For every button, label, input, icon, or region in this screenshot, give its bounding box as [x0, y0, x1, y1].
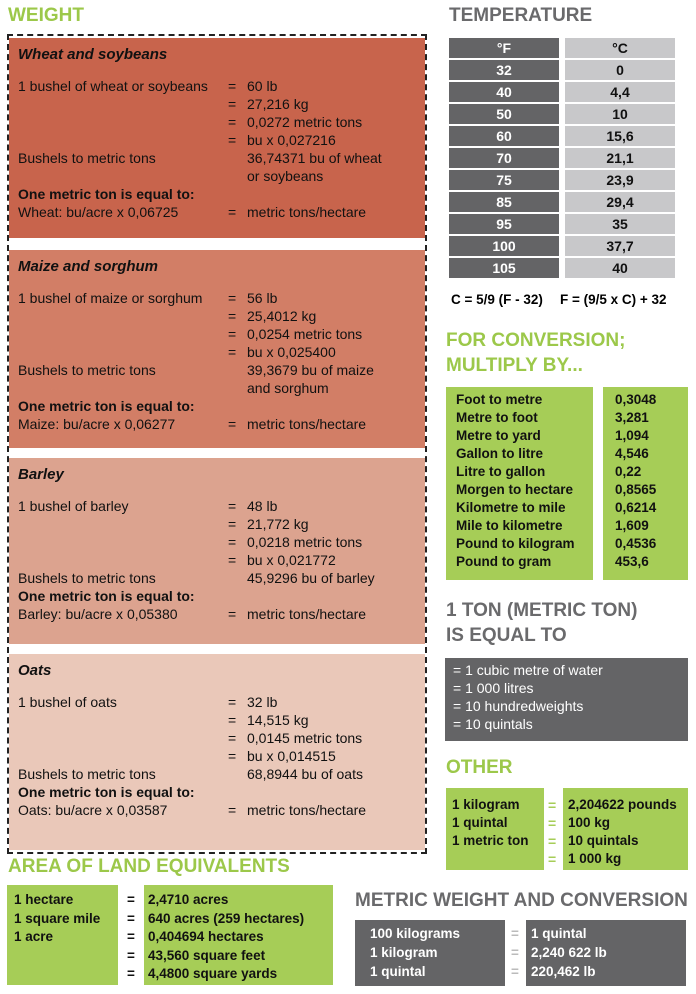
row-label: 1 bushel of barley — [18, 498, 129, 514]
row-label: Bushels to metric tons — [18, 766, 156, 782]
row-value: or soybeans — [247, 168, 324, 184]
area-value: 0,404694 hectares — [148, 929, 264, 944]
conversion-label: Gallon to litre — [456, 446, 544, 461]
area-label: 1 acre — [14, 929, 54, 944]
metric-value: 220,462 lb — [531, 964, 596, 979]
yield-label: Wheat: bu/acre x 0,06725 — [18, 204, 179, 220]
equals-sign: = — [548, 833, 557, 849]
celsius-value: 40 — [565, 258, 675, 278]
equals-sign: = — [228, 516, 237, 532]
yield-value: metric tons/hectare — [247, 204, 367, 220]
ton-item: = 10 hundredweights — [453, 698, 584, 714]
celsius-value: 15,6 — [565, 126, 675, 146]
equals-sign: = — [127, 947, 135, 963]
equals-sign: = — [228, 730, 237, 746]
equals-sign: = — [228, 326, 237, 342]
equals-sign: = — [228, 78, 237, 94]
equals-sign: = — [548, 815, 557, 831]
temperature-row — [449, 236, 675, 256]
area-value: 43,560 square feet — [148, 947, 266, 963]
fahrenheit-header: °F — [449, 38, 559, 58]
row-value: 0,0145 metric tons — [247, 730, 363, 746]
equals-sign: = — [228, 132, 237, 148]
other-value: 1 000 kg — [568, 851, 622, 866]
conversion-label: Kilometre to mile — [456, 500, 566, 515]
temperature-row — [449, 126, 675, 146]
equals-sign: = — [228, 96, 237, 112]
row-value: 32 lb — [247, 694, 278, 710]
equals-sign: = — [127, 966, 135, 981]
yield-label: Maize: bu/acre x 0,06277 — [18, 416, 176, 432]
row-value: 39,3679 bu of maize — [247, 362, 374, 378]
conversion-factor: 0,22 — [615, 464, 642, 479]
other-label: 1 quintal — [452, 815, 508, 830]
equals-sign: = — [511, 945, 519, 960]
ton-heading-1: 1 TON (METRIC TON) — [446, 600, 638, 621]
yield-value: metric tons/hectare — [247, 416, 367, 432]
conversion-factor: 0,3048 — [615, 392, 657, 407]
section-title: Wheat and soybeans — [18, 46, 168, 63]
section-title: Oats — [18, 662, 52, 679]
equals-sign: = — [127, 910, 135, 926]
conversion-label: Morgen to hectare — [456, 482, 574, 497]
row-label: 1 bushel of maize or sorghum — [18, 290, 203, 306]
fahrenheit-value: 70 — [449, 148, 559, 168]
conversion-factor: 0,8565 — [615, 482, 657, 497]
celsius-value: 21,1 — [565, 148, 675, 168]
metric-value: 2,240 622 lb — [531, 945, 607, 960]
metric-label: 1 kilogram — [370, 945, 438, 960]
equal-label: One metric ton is equal to: — [18, 588, 195, 604]
equals-sign: = — [228, 344, 237, 360]
temperature-row — [449, 214, 675, 234]
conversion-factor: 1,094 — [615, 428, 649, 443]
celsius-value: 0 — [565, 60, 675, 80]
equals-sign: = — [228, 290, 237, 306]
row-value: 14,515 kg — [247, 712, 309, 728]
yield-label: Barley: bu/acre x 0,05380 — [18, 606, 178, 622]
conversion-factor: 0,4536 — [615, 536, 657, 551]
metric-label: 100 kilograms — [370, 926, 461, 941]
temperature-row — [449, 60, 675, 80]
row-label: 1 bushel of oats — [18, 694, 117, 710]
temperature-row — [449, 258, 675, 278]
fahrenheit-value: 60 — [449, 126, 559, 146]
temperature-row — [449, 148, 675, 168]
equals-sign: = — [228, 114, 237, 130]
temperature-row — [449, 104, 675, 124]
temperature-row — [449, 170, 675, 190]
ton-item: = 1 cubic metre of water — [453, 662, 603, 678]
area-value: 4,4800 square yards — [148, 966, 278, 981]
equals-sign: = — [228, 308, 237, 324]
row-value: 21,772 kg — [247, 516, 309, 532]
other-value: 100 kg — [568, 815, 611, 830]
row-value: 0,0254 metric tons — [247, 326, 363, 342]
row-value: bu x 0,027216 — [247, 132, 336, 148]
equals-sign: = — [511, 926, 519, 941]
conversion-heading-1: FOR CONVERSION; — [446, 330, 626, 351]
equals-sign: = — [228, 802, 237, 818]
row-value: 0,0272 metric tons — [247, 114, 363, 130]
yield-label: Oats: bu/acre x 0,03587 — [18, 802, 168, 818]
row-label: Bushels to metric tons — [18, 150, 156, 166]
conversion-label: Pound to gram — [456, 554, 552, 569]
celsius-value: 23,9 — [565, 170, 675, 190]
celsius-value: 4,4 — [565, 82, 675, 102]
fahrenheit-value: 32 — [449, 60, 559, 80]
other-heading: OTHER — [446, 757, 513, 778]
metric-value: 1 quintal — [531, 926, 587, 941]
temperature-heading: TEMPERATURE — [449, 5, 593, 26]
equals-sign: = — [228, 748, 237, 764]
row-label: 1 bushel of wheat or soybeans — [18, 78, 208, 94]
area-label: 1 square mile — [14, 910, 101, 926]
section-title: Maize and sorghum — [18, 258, 159, 275]
row-value: 0,0218 metric tons — [247, 534, 363, 550]
row-value: 60 lb — [247, 78, 278, 94]
conversion-label: Litre to gallon — [456, 464, 546, 479]
row-value: 68,8944 bu of oats — [247, 766, 363, 782]
dashed-border — [7, 34, 427, 854]
ton-heading-2: IS EQUAL TO — [446, 625, 567, 646]
celsius-value: 29,4 — [565, 192, 675, 212]
fahrenheit-value: 100 — [449, 236, 559, 256]
conversion-factor: 0,6214 — [615, 500, 657, 515]
section-title: Barley — [18, 466, 64, 483]
equal-label: One metric ton is equal to: — [18, 398, 195, 414]
temperature-table — [443, 36, 681, 280]
fahrenheit-value: 95 — [449, 214, 559, 234]
conversion-label: Mile to kilometre — [456, 518, 563, 533]
row-value: 36,74371 bu of wheat — [247, 150, 382, 166]
equals-sign: = — [228, 416, 237, 432]
other-label: 1 kilogram — [452, 797, 520, 812]
area-heading: AREA OF LAND EQUIVALENTS — [8, 856, 290, 877]
conversion-heading-2: MULTIPLY BY... — [446, 355, 583, 376]
row-value: bu x 0,014515 — [247, 748, 336, 764]
celsius-value: 10 — [565, 104, 675, 124]
temperature-row — [449, 192, 675, 212]
area-value: 2,4710 acres — [148, 892, 229, 907]
conversion-label: Foot to metre — [456, 392, 543, 407]
equals-sign: = — [228, 606, 237, 622]
temperature-row — [449, 82, 675, 102]
equals-sign: = — [548, 797, 557, 813]
conversion-factor: 3,281 — [615, 410, 649, 425]
fahrenheit-value: 40 — [449, 82, 559, 102]
row-value: bu x 0,021772 — [247, 552, 336, 568]
conversion-label: Metre to foot — [456, 410, 538, 425]
weight-heading: WEIGHT — [8, 5, 84, 26]
conversion-factor: 453,6 — [615, 554, 649, 569]
conversion-label: Pound to kilogram — [456, 536, 575, 551]
fahrenheit-value: 85 — [449, 192, 559, 212]
celsius-value: 37,7 — [565, 236, 675, 256]
equals-sign: = — [127, 892, 135, 907]
metric-heading: METRIC WEIGHT AND CONVERSION — [355, 890, 688, 911]
row-label: Bushels to metric tons — [18, 570, 156, 586]
row-value: 45,9296 bu of barley — [247, 570, 375, 586]
yield-value: metric tons/hectare — [247, 606, 367, 622]
other-value: 2,204622 pounds — [568, 797, 677, 812]
row-label: Bushels to metric tons — [18, 362, 156, 378]
equals-sign: = — [548, 851, 557, 867]
equals-sign: = — [228, 534, 237, 550]
other-value: 10 quintals — [568, 833, 639, 848]
metric-label: 1 quintal — [370, 964, 426, 979]
celsius-header: °C — [565, 38, 675, 58]
equals-sign: = — [228, 694, 237, 710]
equals-sign: = — [511, 964, 519, 979]
fahrenheit-value: 105 — [449, 258, 559, 278]
row-value: 27,216 kg — [247, 96, 309, 112]
ton-box — [445, 658, 688, 741]
equal-label: One metric ton is equal to: — [18, 186, 195, 202]
row-value: 48 lb — [247, 498, 278, 514]
fahrenheit-value: 50 — [449, 104, 559, 124]
row-value: 56 lb — [247, 290, 278, 306]
formula-c: C = 5/9 (F - 32) — [451, 292, 543, 307]
conversion-factor: 1,609 — [615, 518, 649, 533]
row-value: bu x 0,025400 — [247, 344, 336, 360]
row-value: 25,4012 kg — [247, 308, 317, 324]
fahrenheit-value: 75 — [449, 170, 559, 190]
area-value: 640 acres (259 hectares) — [148, 910, 305, 926]
equals-sign: = — [127, 929, 135, 944]
area-label: 1 hectare — [14, 892, 74, 907]
row-value: and sorghum — [247, 380, 329, 396]
yield-value: metric tons/hectare — [247, 802, 367, 818]
equals-sign: = — [228, 552, 237, 568]
equal-label: One metric ton is equal to: — [18, 784, 195, 800]
celsius-value: 35 — [565, 214, 675, 234]
formula-f: F = (9/5 x C) + 32 — [560, 292, 667, 307]
conversion-factor: 4,546 — [615, 446, 649, 461]
ton-item: = 10 quintals — [453, 716, 533, 732]
equals-sign: = — [228, 712, 237, 728]
equals-sign: = — [228, 498, 237, 514]
conversion-label: Metre to yard — [456, 428, 541, 443]
ton-item: = 1 000 litres — [453, 680, 534, 696]
equals-sign: = — [228, 204, 237, 220]
other-label: 1 metric ton — [452, 833, 529, 848]
